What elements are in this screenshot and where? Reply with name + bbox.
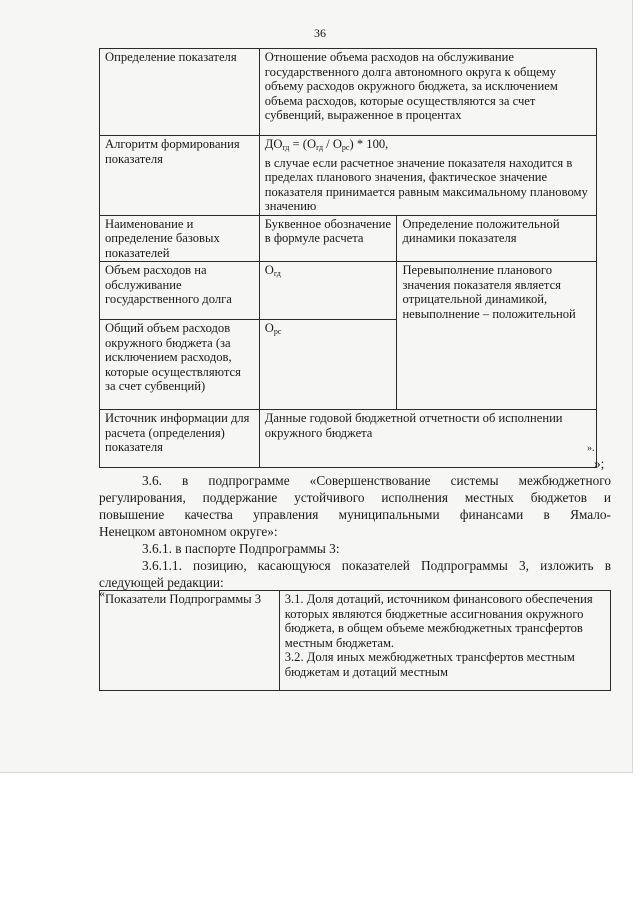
column-header: Наименование и определение базовых показателей [100,215,260,262]
formula: $ДО_{гд} = (О_{гд} / О_{рс}) * 100$, [264,137,389,152]
indicator-item: 3.1. Доля дотаций, источником финансового обеспечения которых являются бюджетные ассигнования окружного бюджета, в общем объеме межбюджетных трансфертов местным бюджетам. [284,592,593,650]
row-value: Отношение объема расходов на обслуживание государственного долга автономного округа к общему объему расходов окружного бюджета, за исключением объема расходов, которые осуществляются за счет субвенций, выраженное в процентах [259,49,596,136]
paragraph-3-6-1-1-line: 3.6.1.1. позицию, касающуюся показателей Подпрограммы 3, изложить в [142,558,611,573]
page-number: 36 [314,26,326,40]
opening-quote-mark: « [99,586,105,600]
paragraph-3-6-line: регулирования, поддержание устойчивого исполнения местных бюджетов и [99,490,611,505]
table-row [100,262,597,320]
row-value [279,591,610,691]
table-row [100,591,611,691]
closing-quote-mark: ». [587,443,595,454]
row-label: Показатели Подпрограммы 3 [100,591,280,691]
closing-mark: »; [594,456,605,471]
indicator-name: Общий объем расходов окружного бюджета (за исключением расходов, которые осуществляются за счет субвенций) [100,320,260,410]
table-row [100,136,597,216]
paragraph-3-6-line: Ненецком автономном округе»: [99,524,278,539]
indicator-name: Объем расходов на обслуживание государственного долга [100,262,260,320]
row-label: Алгоритм формирования показателя [100,136,260,216]
indicator-symbol: $О_{гд}$ [259,262,397,320]
indicator-table [99,48,597,468]
table-header-row [100,215,597,262]
row-value [259,136,596,216]
table-row [100,49,597,136]
formula-explanation: в случае если расчетное значение показателя находится в пределах планового значения, фактическое значение показателя принимается равным максимальному плановому значению [264,155,588,213]
row-label: Определение показателя [100,49,260,136]
paragraph-3-6-line: 3.6. в подпрограмме «Совершенствование системы межбюджетного [142,473,611,488]
column-header: Буквенное обозначение в формуле расчета [259,215,397,262]
table-row [100,410,597,468]
row-value: Данные годовой бюджетной отчетности об исполнении окружного бюджета [259,410,596,468]
indicator-symbol: $О_{рс}$ [259,320,397,410]
paragraph-3-6-1-1-line: следующей редакции: [99,575,224,590]
paragraph-3-6-1: 3.6.1. в паспорте Подпрограммы 3: [142,541,340,556]
indicator-dynamics: Перевыполнение планового значения показателя является отрицательной динамикой, невыполнение – положительной [397,262,597,410]
paragraph-3-6-line: повышение качества управления муниципальными финансами в Ямало- [99,507,611,522]
indicator-item: 3.2. Доля иных межбюджетных трансфертов местным бюджетам и дотаций местным [284,650,575,679]
row-label: Источник информации для расчета (определения) показателя [100,410,260,468]
subprogram-indicators-table [99,590,611,691]
column-header: Определение положительной динамики показателя [397,215,597,262]
